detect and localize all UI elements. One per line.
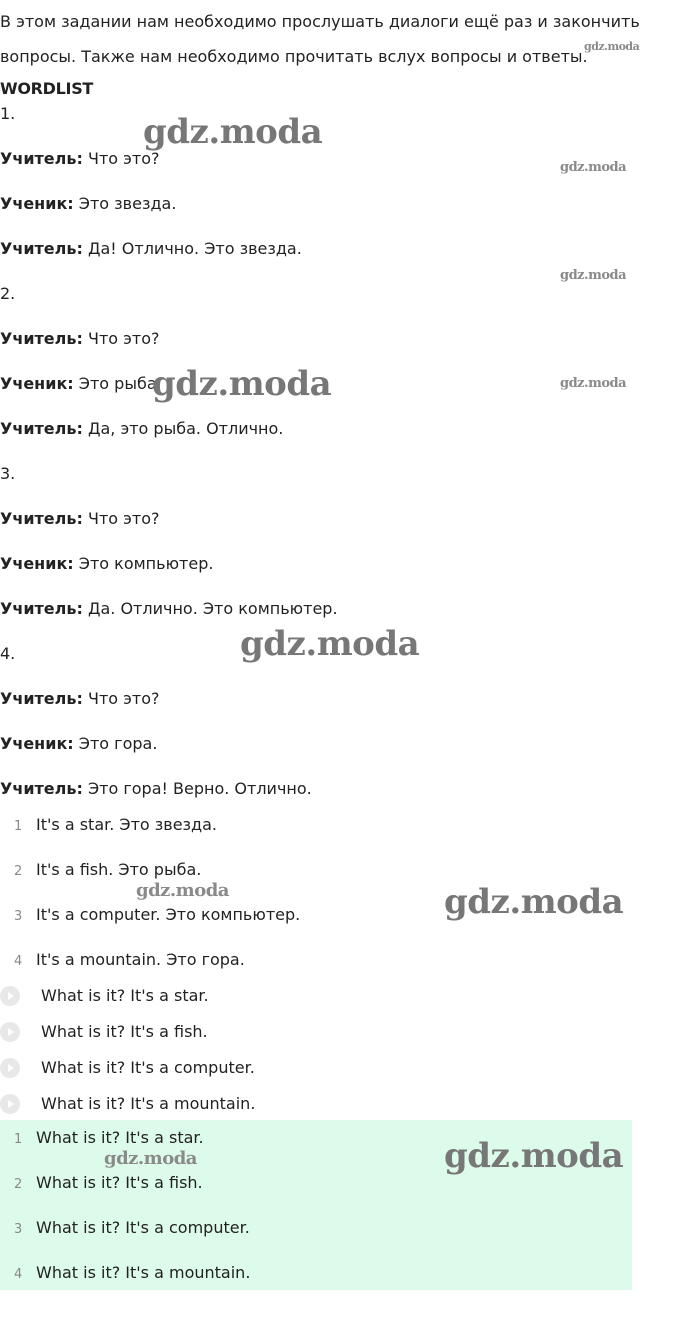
audio-item (0, 1093, 255, 1114)
speaker-label: Учитель: (0, 779, 83, 798)
line-text: Что это? (82, 149, 160, 168)
dialogue-line (0, 329, 160, 349)
watermark: gdz.moda (136, 880, 229, 901)
dialogue-line (0, 734, 157, 754)
dialogue-line (0, 374, 162, 394)
item-text: It's a mountain. Это гора. (36, 950, 245, 969)
item-text: What is it? It's a fish. (36, 1173, 203, 1192)
speaker-label: Учитель: (0, 509, 83, 528)
translation-item (0, 860, 201, 882)
speaker-label: Учитель: (0, 689, 83, 708)
play-icon[interactable] (0, 1058, 20, 1078)
speaker-label: Ученик: (0, 734, 74, 753)
watermark: gdz.moda (143, 112, 323, 152)
dialogue-line (0, 194, 176, 214)
speaker-label: Учитель: (0, 599, 83, 618)
watermark: gdz.moda (240, 624, 420, 664)
speaker-label: Учитель: (0, 419, 83, 438)
wordlist-title: WORDLIST (0, 79, 94, 98)
dialogue-line (0, 239, 302, 259)
audio-item (0, 1021, 208, 1042)
audio-item (0, 1057, 255, 1078)
speaker-label: Ученик: (0, 374, 74, 393)
speaker-label: Ученик: (0, 194, 74, 213)
item-number: 3 (14, 1222, 23, 1237)
item-text: What is it? It's a star. (36, 1128, 204, 1147)
play-icon[interactable] (0, 1094, 20, 1114)
watermark: gdz.moda (444, 882, 624, 922)
line-text: Да! Отлично. Это звезда. (82, 239, 302, 258)
watermark: gdz.moda (584, 40, 640, 53)
line-text: Это рыба. (73, 374, 162, 393)
dialogue-line (0, 554, 213, 574)
speaker-label: Учитель: (0, 329, 83, 348)
watermark: gdz.moda (560, 376, 627, 391)
speaker-label: Учитель: (0, 239, 83, 258)
dialogue-number: 1. (0, 104, 16, 123)
item-number: 4 (14, 1267, 23, 1282)
item-number: 1 (14, 819, 23, 834)
audio-text: What is it? It's a computer. (41, 1057, 255, 1077)
dialogue-number: 4. (0, 644, 16, 663)
line-text: Что это? (82, 329, 160, 348)
watermark: gdz.moda (560, 268, 627, 283)
line-text: Что это? (82, 509, 160, 528)
line-text: Это гора! Верно. Отлично. (82, 779, 312, 798)
line-text: Это звезда. (73, 194, 177, 213)
dialogue-number: 3. (0, 464, 16, 483)
dialogue-line (0, 779, 312, 799)
item-number: 1 (14, 1132, 23, 1147)
watermark: gdz.moda (152, 364, 332, 404)
answer-item (0, 1173, 203, 1195)
audio-item (0, 985, 209, 1006)
play-icon[interactable] (0, 1022, 20, 1042)
translation-item (0, 905, 300, 927)
item-text: It's a fish. Это рыба. (36, 860, 202, 879)
dialogue-line (0, 149, 160, 169)
line-text: Да. Отлично. Это компьютер. (82, 599, 338, 618)
item-text: It's a star. Это звезда. (36, 815, 218, 834)
audio-text: What is it? It's a fish. (41, 1021, 208, 1041)
speaker-label: Ученик: (0, 554, 74, 573)
line-text: Это компьютер. (73, 554, 214, 573)
translation-item (0, 815, 217, 837)
item-number: 3 (14, 909, 23, 924)
line-text: Да, это рыба. Отлично. (82, 419, 284, 438)
item-text: What is it? It's a computer. (36, 1218, 250, 1237)
answer-item (0, 1263, 250, 1285)
audio-text: What is it? It's a star. (41, 985, 209, 1005)
item-text: What is it? It's a mountain. (36, 1263, 251, 1282)
answer-item (0, 1128, 204, 1150)
translation-item (0, 950, 245, 972)
dialogue-line (0, 689, 160, 709)
dialogue-number: 2. (0, 284, 16, 303)
line-text: Что это? (82, 689, 160, 708)
item-number: 4 (14, 954, 23, 969)
intro-text: В этом задании нам необходимо прослушать диалоги ещё раз и закончить вопросы. Также нам необходимо прочитать вслух вопросы и ответы. (0, 12, 640, 66)
speaker-label: Учитель: (0, 149, 83, 168)
item-number: 2 (14, 864, 23, 879)
play-icon[interactable] (0, 986, 20, 1006)
dialogue-line (0, 509, 160, 529)
dialogue-line (0, 419, 283, 439)
watermark: gdz.moda (560, 160, 627, 175)
watermark: gdz.moda (104, 1148, 197, 1169)
dialogue-line (0, 599, 338, 619)
item-text: It's a computer. Это компьютер. (36, 905, 301, 924)
line-text: Это гора. (73, 734, 158, 753)
item-number: 2 (14, 1177, 23, 1192)
audio-text: What is it? It's a mountain. (41, 1093, 256, 1113)
watermark: gdz.moda (444, 1136, 624, 1176)
answer-item (0, 1218, 250, 1240)
